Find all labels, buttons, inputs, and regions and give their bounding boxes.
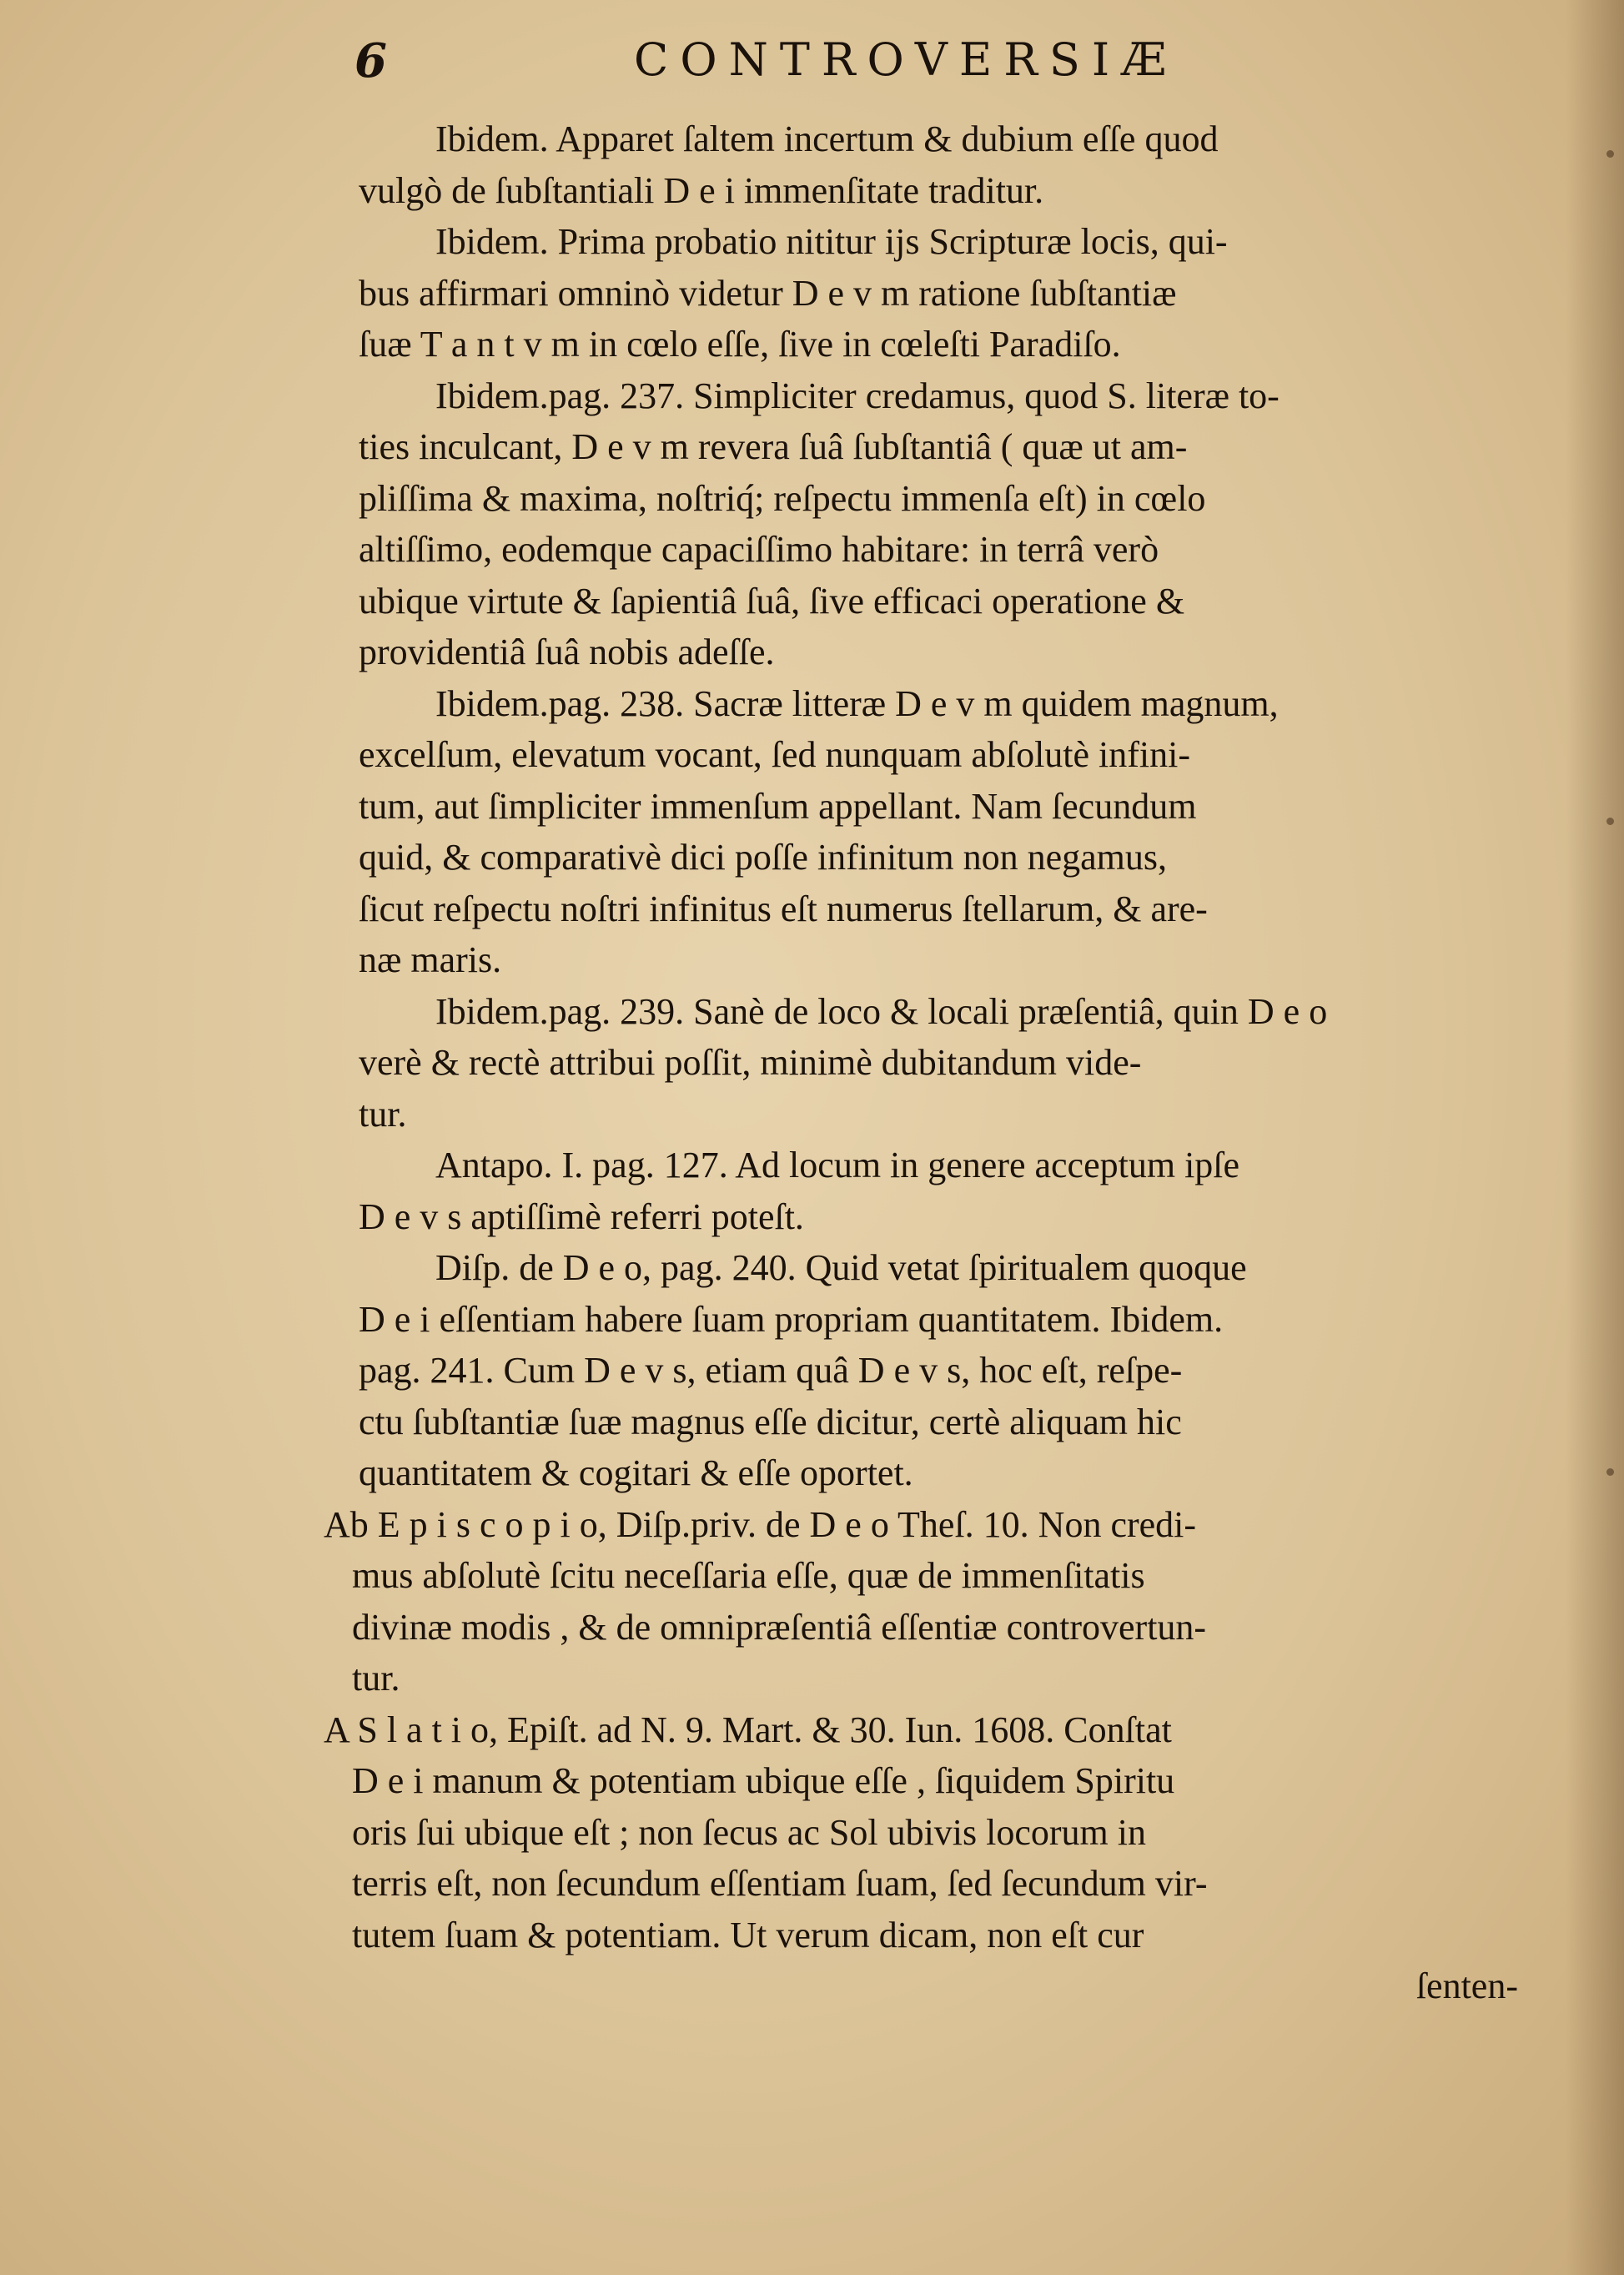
binding-mark [1606, 818, 1614, 825]
text-line: altiſſimo, eodemque capaciſſimo habitare: in terrâ verò [359, 529, 1159, 570]
text-line: tutem ſuam & potentiam. Ut verum dicam, non eſt cur [352, 1914, 1144, 1955]
text-line: pliſſima & maxima, noſtriq́; reſpectu immenſa eſt) in cœlo [359, 477, 1206, 519]
text-line: mus abſolutè ſcitu neceſſaria eſſe, quæ de immenſitatis [352, 1555, 1145, 1596]
text-line: Ibidem. Prima probatio nititur ijs Scripturæ locis, qui- [435, 221, 1228, 262]
text-line: excelſum, elevatum vocant, ſed nunquam abſolutè infini- [359, 734, 1191, 775]
text-line: tum, aut ſimpliciter immenſum appellant. Nam ſecundum [359, 785, 1197, 827]
text-line: Ibidem.pag. 238. Sacræ litteræ D e v m quidem magnum, [435, 682, 1279, 724]
text-line: quantitatem & cogitari & eſſe oportet. [359, 1452, 913, 1493]
text-line: tur. [359, 1093, 407, 1135]
text-line: ſicut reſpectu noſtri infinitus eſt numerus ſtellarum, & are- [359, 888, 1208, 929]
text-line: D e v s aptiſſimè referri poteſt. [359, 1195, 804, 1237]
text-line: A S l a t i o, Epiſt. ad N. 9. Mart. & 30. Iun. 1608. Conſtat [324, 1709, 1172, 1750]
text-line: Ibidem.pag. 239. Sanè de loco & locali præſentiâ, quin D e o [435, 990, 1328, 1032]
text-line: terris eſt, non ſecundum eſſentiam ſuam, ſed ſecundum vir- [352, 1863, 1208, 1904]
body-text [324, 113, 1518, 2012]
catchword: ſenten- [1415, 1965, 1518, 2006]
text-line: Antapo. I. pag. 127. Ad locum in genere acceptum ipſe [435, 1145, 1240, 1185]
text-line: D e i manum & potentiam ubique eſſe , ſiquidem Spiritu [352, 1760, 1175, 1801]
text-line: ſuæ T a n t v m in cœlo eſſe, ſive in cœleſti Paradiſo. [359, 324, 1121, 365]
text-line: oris ſui ubique eſt ; non ſecus ac Sol ubivis locorum in [352, 1811, 1146, 1853]
text-line: quid, & comparativè dici poſſe infinitum non negamus, [359, 837, 1168, 878]
text-line: verè & rectè attribui poſſit, minimè dubitandum vide- [359, 1042, 1142, 1083]
text-line: tur. [352, 1658, 400, 1699]
page-number: 6 [354, 33, 387, 88]
text-line: bus affirmari omninò videtur D e v m ratione ſubſtantiæ [359, 272, 1177, 314]
binding-mark [1606, 1468, 1614, 1476]
text-line: næ maris. [359, 939, 502, 980]
binding-mark [1606, 150, 1614, 158]
text-line: Ibidem.pag. 237. Simpliciter credamus, quod S. literæ to- [435, 375, 1280, 416]
text-line: ctu ſubſtantiæ ſuæ magnus eſſe dicitur, certè aliquam hic [359, 1401, 1182, 1442]
running-title: CONTROVERSIÆ [634, 33, 1179, 86]
text-line: pag. 241. Cum D e v s, etiam quâ D e v s, hoc eſt, reſpe- [359, 1350, 1183, 1391]
text-line: D e i eſſentiam habere ſuam propriam quantitatem. Ibidem. [359, 1298, 1224, 1340]
text-line: ties inculcant, D e v m revera ſuâ ſubſtantiâ ( quæ ut am- [359, 426, 1188, 467]
page-gutter-shadow [1566, 0, 1624, 2275]
text-line: divinæ modis , & de omnipræſentiâ eſſentiæ controvertun- [352, 1606, 1207, 1648]
text-line: Diſp. de D e o, pag. 240. Quid vetat ſpiritualem quoque [435, 1247, 1247, 1288]
text-line: providentiâ ſuâ nobis adeſſe. [359, 632, 775, 672]
text-line: vulgò de ſubſtantiali D e i immenſitate traditur. [359, 169, 1044, 211]
text-line: Ab E p i s c o p i o, Diſp.priv. de D e o Theſ. 10. Non credi- [324, 1503, 1197, 1545]
text-line: ubique virtute & ſapientiâ ſuâ, ſive efficaci operatione & [359, 580, 1185, 622]
text-line: Ibidem. Apparet ſaltem incertum & dubium eſſe quod [435, 118, 1219, 159]
